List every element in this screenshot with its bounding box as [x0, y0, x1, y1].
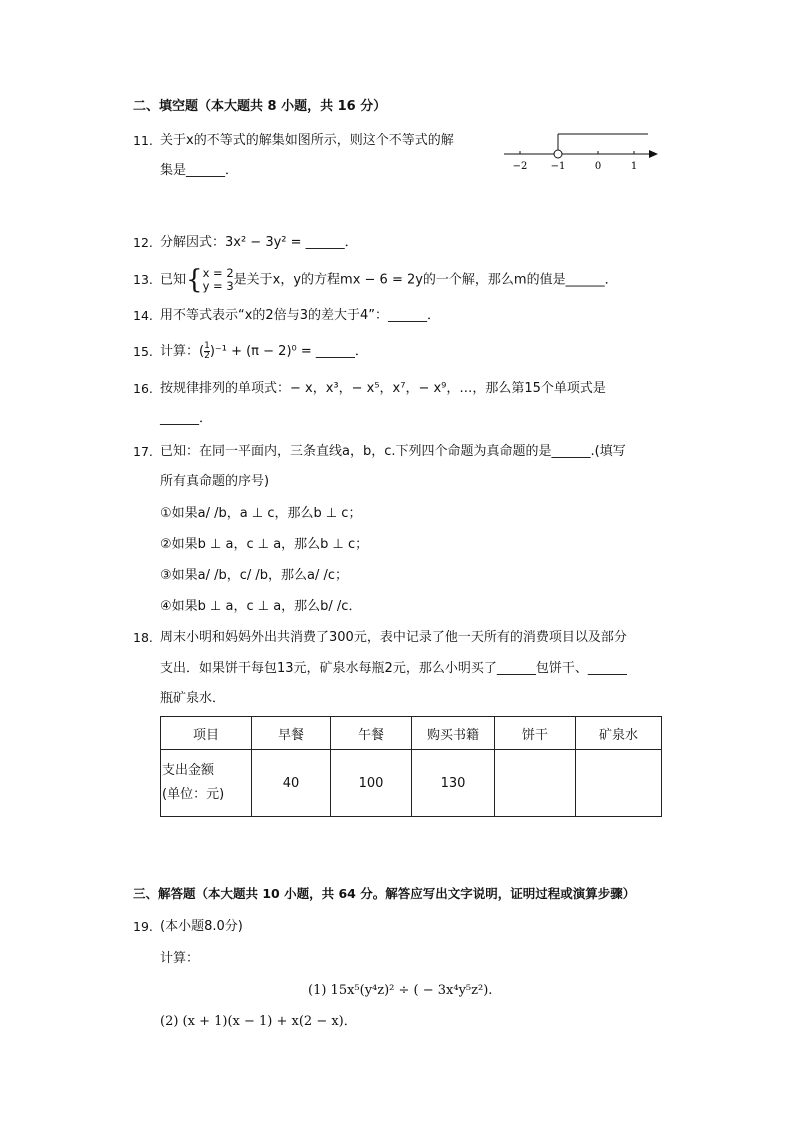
q11-text-line2: 集是______． — [160, 163, 239, 178]
tick-label: 1 — [630, 161, 638, 172]
fraction-numerator: 1 — [204, 341, 210, 351]
tick-label: −2 — [512, 161, 528, 172]
q16-text-line1: 按规律排列的单项式：− x，x³，− x⁵，x⁷，− x⁹，…，那么第15个单项式是 — [160, 381, 606, 396]
q18-text-line2: 支出．如果饼干每包13元，矿泉水每瓶2元，那么小明买了______包饼干、______ — [160, 661, 627, 676]
question-number: 19. — [133, 919, 153, 934]
q18-text-line3: 瓶矿泉水． — [160, 691, 226, 706]
table-cell — [495, 750, 576, 817]
question-number: 17. — [133, 444, 153, 459]
question-number: 11. — [133, 133, 153, 148]
q18-text-line1: 周末小明和妈妈外出共消费了300元，表中记录了他一天所有的消费项目以及部分 — [160, 630, 627, 645]
q19-part-1: (1) 15x⁵(y⁴z)² ÷ ( − 3x⁴y⁵z²). — [308, 983, 493, 998]
table-cell: 100 — [331, 750, 412, 817]
system-bottom: y = 3 — [202, 279, 234, 293]
tick-label: −1 — [550, 161, 566, 172]
table-row — [161, 750, 662, 817]
table-header-cell: 早餐 — [252, 717, 331, 750]
table-header-cell: 饼干 — [495, 717, 576, 750]
table-header-cell: 矿泉水 — [576, 717, 662, 750]
section-3-heading: 三、解答题（本大题共 10 小题，共 64 分。解答应写出文字说明，证明过程或演算步骤） — [133, 886, 636, 901]
question-number: 18. — [133, 630, 153, 645]
q17-text-line2: 所有真命题的序号) — [160, 474, 270, 489]
equation-system — [203, 267, 234, 293]
q11-text-line1: 关于x的不等式的解集如图所示，则这个不等式的解 — [160, 133, 454, 148]
question-number: 15. — [133, 344, 153, 359]
question-number: 12. — [133, 235, 153, 250]
row-label-line1: 支出金额 — [162, 763, 215, 778]
q19-part-2: (2) (x + 1)(x − 1) + x(2 − x)． — [160, 1014, 357, 1029]
row-label-line2: (单位：元) — [162, 787, 225, 802]
system-top: x = 2 — [202, 266, 234, 280]
question-number: 16. — [133, 381, 153, 396]
axis-arrow-icon — [649, 150, 658, 158]
fraction-denominator: 2 — [204, 351, 210, 361]
brace-icon: { — [186, 265, 203, 295]
table-header-cell: 购买书籍 — [412, 717, 495, 750]
q13-suffix: 是关于x，y的方程mx − 6 = 2y的一个解，那么m的值是______． — [233, 272, 618, 288]
expense-table — [160, 716, 662, 817]
open-endpoint-icon — [554, 150, 562, 158]
q17-option-3: ③如果a/ /b，c/ /b，那么a/ /c； — [160, 568, 349, 583]
table-header-cell: 午餐 — [331, 717, 412, 750]
q14-text: 用不等式表示“x的2倍与3的差大于4”：______． — [160, 308, 440, 323]
q13-text — [160, 262, 618, 299]
table-row-label — [161, 750, 252, 817]
table-header-cell: 项目 — [161, 717, 252, 750]
q17-text-line1: 已知：在同一平面内，三条直线a，b，c.下列四个命题为真命题的是______.(填写 — [160, 444, 626, 459]
number-line-figure — [498, 128, 668, 178]
q12-text: 分解因式：3x² − 3y² = ______． — [160, 235, 358, 250]
q17-option-4: ④如果b ⊥ a，c ⊥ a，那么b/ /c． — [160, 599, 362, 614]
table-header-row — [161, 717, 662, 750]
q17-option-1: ①如果a/ /b，a ⊥ c，那么b ⊥ c； — [160, 506, 362, 521]
q17-option-2: ②如果b ⊥ a，c ⊥ a，那么b ⊥ c； — [160, 537, 369, 552]
section-2-heading: 二、填空题（本大题共 8 小题，共 16 分） — [133, 99, 387, 114]
question-number: 13. — [133, 272, 153, 287]
q15-prefix: 计算：( — [160, 344, 205, 359]
table-cell: 40 — [252, 750, 331, 817]
q13-prefix: 已知 — [160, 272, 187, 288]
tick-label: 0 — [594, 161, 602, 172]
table-cell: 130 — [412, 750, 495, 817]
q15-text — [160, 340, 368, 364]
q19-score: (本小题8.0分) — [160, 919, 243, 934]
question-number: 14. — [133, 308, 153, 323]
q19-intro: 计算： — [160, 951, 200, 966]
q15-suffix: )⁻¹ + (π − 2)⁰ = ______． — [209, 344, 368, 359]
table-cell — [576, 750, 662, 817]
q16-text-line2: ______． — [160, 411, 213, 426]
